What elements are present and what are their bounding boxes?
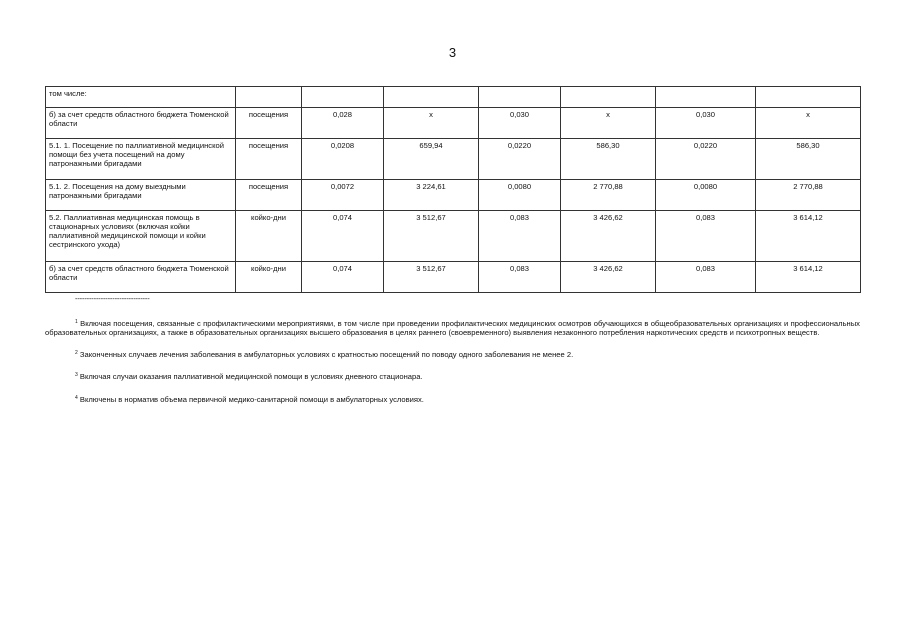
footnote-3 [45, 371, 860, 382]
footnote-text: Включены в норматив объема первичной медико-санитарной помощи в амбулаторных условиях. [79, 394, 424, 404]
value-cell: 0,030 [656, 108, 756, 139]
value-cell: 3 512,67 [384, 262, 479, 293]
value-cell: 2 770,88 [561, 180, 656, 211]
footnote-text: Законченных случаев лечения заболевания в амбулаторных условиях с кратностью посещений по поводу одного заболевания не менее 2. [79, 349, 574, 359]
table-row [46, 87, 861, 108]
value-cell: 0,083 [656, 262, 756, 293]
unit-cell: посещения [236, 180, 302, 211]
value-cell [756, 87, 861, 108]
table-row [46, 139, 861, 180]
unit-cell: койко-дни [236, 262, 302, 293]
footnote-text: Включая случаи оказания паллиативной медицинской помощи в условиях дневного стационара. [79, 372, 423, 381]
value-cell [302, 87, 384, 108]
value-cell: х [384, 108, 479, 139]
value-cell: 3 512,67 [384, 211, 479, 262]
value-cell [479, 87, 561, 108]
row-description: 5.1. 1. Посещение по паллиативной медицинской помощи без учета посещений на дому патронажными бригадами [46, 139, 236, 180]
value-cell: 0,0220 [479, 139, 561, 180]
table-row [46, 211, 861, 262]
unit-cell: посещения [236, 139, 302, 180]
unit-cell [236, 87, 302, 108]
row-description: 5.1. 2. Посещения на дому выездными патронажными бригадами [46, 180, 236, 211]
norms-table [45, 86, 861, 293]
value-cell: 0,0208 [302, 139, 384, 180]
row-description: том числе: [46, 87, 236, 108]
value-cell: 0,028 [302, 108, 384, 139]
table-row [46, 262, 861, 293]
footnote-1 [45, 318, 860, 338]
value-cell: 0,0072 [302, 180, 384, 211]
value-cell: 586,30 [756, 139, 861, 180]
value-cell: х [561, 108, 656, 139]
footnote-2 [45, 349, 860, 360]
value-cell: 0,030 [479, 108, 561, 139]
footnote-mark: 3 [75, 372, 78, 378]
value-cell: 0,083 [479, 262, 561, 293]
table-row [46, 108, 861, 139]
footnote-text: Включая посещения, связанные с профилактическими мероприятиями, в том числе при проведении профилактических медицинских осмотров обучающихся в общеобразовательных организациях и профессиональных образовательных организациях, а также в образовательных организациях высшего образования в целях раннего (своевременного) выявления незаконного потребления наркотических средств и психотропных веществ. [45, 318, 860, 337]
value-cell [561, 87, 656, 108]
value-cell: 0,0080 [479, 180, 561, 211]
unit-cell: койко-дни [236, 211, 302, 262]
value-cell: 659,94 [384, 139, 479, 180]
footnote-mark: 2 [75, 349, 78, 356]
value-cell: 3 426,62 [561, 211, 656, 262]
value-cell: х [756, 108, 861, 139]
value-cell: 0,0220 [656, 139, 756, 180]
table-row [46, 180, 861, 211]
value-cell: 2 770,88 [756, 180, 861, 211]
value-cell: 0,0080 [656, 180, 756, 211]
row-description: 5.2. Паллиативная медицинская помощь в стационарных условиях (включая койки паллиативной медицинской помощи и койки сестринского ухода) [46, 211, 236, 262]
footnotes [45, 294, 860, 404]
row-description: б) за счет средств областного бюджета Тюменской области [46, 262, 236, 293]
value-cell: 586,30 [561, 139, 656, 180]
value-cell: 0,083 [479, 211, 561, 262]
value-cell: 0,074 [302, 211, 384, 262]
footnote-4 [45, 394, 860, 405]
footnote-separator: -------------------------------- [75, 294, 150, 303]
value-cell [656, 87, 756, 108]
value-cell: 3 614,12 [756, 262, 861, 293]
footnote-mark: 1 [75, 318, 78, 325]
page-number: 3 [448, 45, 457, 60]
unit-cell: посещения [236, 108, 302, 139]
value-cell: 0,083 [656, 211, 756, 262]
value-cell: 3 224,61 [384, 180, 479, 211]
footnote-mark: 4 [75, 394, 78, 401]
value-cell: 3 426,62 [561, 262, 656, 293]
value-cell: 3 614,12 [756, 211, 861, 262]
value-cell [384, 87, 479, 108]
value-cell: 0,074 [302, 262, 384, 293]
row-description: б) за счет средств областного бюджета Тюменской области [46, 108, 236, 139]
